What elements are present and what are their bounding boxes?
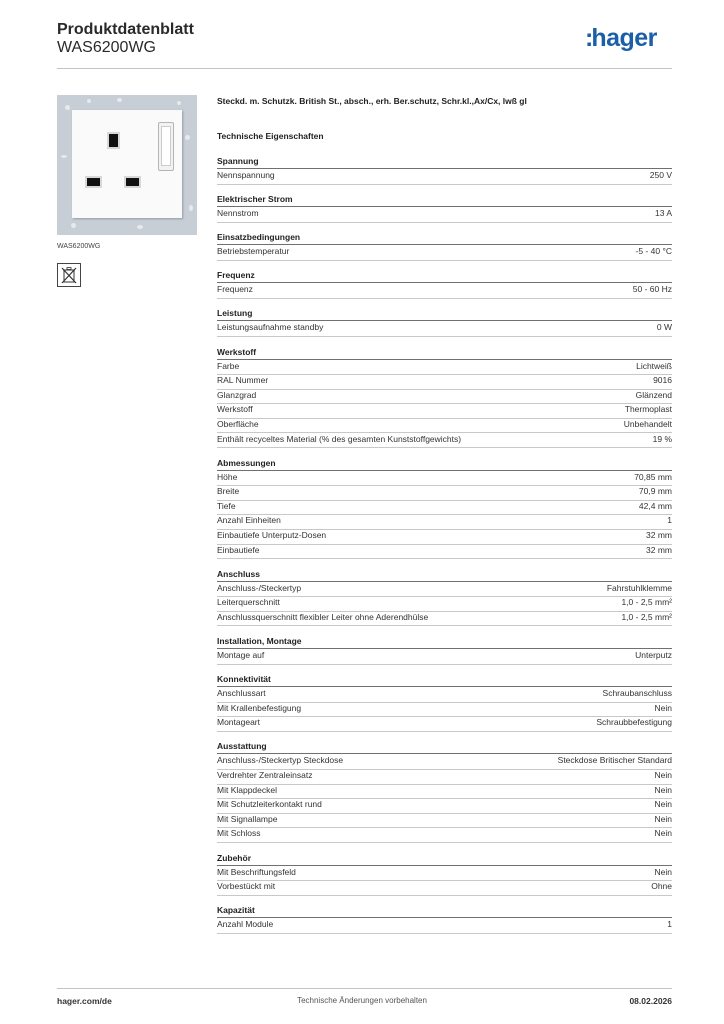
spec-value: Fahrstuhlklemme — [606, 582, 672, 593]
earth-slot — [107, 132, 120, 149]
spec-row — [217, 169, 672, 185]
spec-value: Nein — [654, 770, 672, 780]
spec-value: 13 A — [654, 208, 672, 219]
spec-value: 0 W — [656, 322, 672, 333]
product-description: Steckd. m. Schutzk. British St., absch., erh. Ber.schutz, Schr.kl.,Ax/Cx, lwß gl — [217, 96, 527, 106]
spec-label: Höhe — [217, 471, 238, 482]
spec-value: Unterputz — [635, 650, 672, 660]
spec-label: Einbautiefe Unterputz-Dosen — [217, 530, 327, 540]
spec-row — [217, 827, 672, 843]
spec-label: Anschlussquerschnitt flexibler Leiter ohne Aderendhülse — [217, 611, 429, 622]
spec-label: Verdrehter Zentraleinsatz — [217, 770, 313, 780]
spec-row — [217, 321, 672, 337]
spec-value: 1 — [667, 515, 672, 526]
spec-label: Betriebstemperatur — [217, 246, 290, 257]
logo-text: hager — [591, 24, 657, 52]
spec-value: 32 mm — [646, 530, 672, 540]
spec-label: Mit Schloss — [217, 828, 261, 839]
spec-value: Nein — [654, 702, 672, 713]
spec-label: Anschlussart — [217, 688, 266, 699]
spec-row — [217, 687, 672, 703]
spec-label: Glanzgrad — [217, 389, 257, 400]
no-disposal-icon — [57, 263, 81, 287]
page-title: Produktdatenblatt — [57, 21, 194, 38]
spec-value: Steckdose Britischer Standard — [557, 755, 672, 766]
socket-plate — [72, 110, 182, 218]
group-title: Ausstattung — [217, 741, 267, 752]
group-title: Zubehör — [217, 852, 251, 863]
spec-row — [217, 754, 672, 770]
spec-value: Nein — [654, 813, 672, 824]
spec-row — [217, 649, 672, 665]
spec-label: Mit Schutzleiterkontakt rund — [217, 799, 322, 810]
spec-value: 1 — [667, 919, 672, 930]
logo-prefix: : — [585, 24, 591, 52]
header-divider — [57, 68, 672, 69]
spec-value: 42,4 mm — [638, 500, 672, 511]
spec-row — [217, 514, 672, 530]
spec-row — [217, 702, 672, 718]
spec-value: Ohne — [651, 881, 672, 892]
spec-label: Nennspannung — [217, 170, 275, 180]
spec-value: Glänzend — [635, 389, 672, 400]
group-title: Kapazität — [217, 905, 255, 916]
spec-row — [217, 784, 672, 800]
spec-value: Lichtweiß — [636, 360, 672, 371]
spec-label: Werkstoff — [217, 404, 253, 415]
hager-logo — [585, 24, 657, 53]
spec-row — [217, 596, 672, 612]
spec-label: Mit Beschriftungsfeld — [217, 866, 296, 877]
group-title: Elektrischer Strom — [217, 194, 293, 205]
spec-row — [217, 245, 672, 261]
spec-value: 1,0 - 2,5 mm² — [621, 611, 672, 622]
spec-row — [217, 403, 672, 419]
spec-label: Montageart — [217, 717, 260, 728]
spec-label: Leiterquerschnitt — [217, 597, 280, 608]
spec-row — [217, 918, 672, 934]
spec-row — [217, 207, 672, 223]
spec-label: Farbe — [217, 360, 240, 371]
spec-row — [217, 283, 672, 299]
spec-value: Nein — [654, 828, 672, 839]
spec-value: Schraubanschluss — [602, 688, 672, 699]
footer-date: 08.02.2026 — [629, 996, 672, 1006]
group-title: Anschluss — [217, 568, 260, 579]
spec-row — [217, 389, 672, 405]
group-title: Frequenz — [217, 270, 255, 281]
footer-divider — [57, 988, 672, 989]
spec-label: Anschluss-/Steckertyp — [217, 582, 302, 593]
spec-label: Montage auf — [217, 650, 265, 660]
spec-row — [217, 716, 672, 732]
spec-label: Mit Signallampe — [217, 813, 278, 824]
spec-label: Enthält recyceltes Material (% des gesamten Kunststoffgewichts) — [217, 433, 462, 444]
spec-value: 32 mm — [646, 544, 672, 555]
spec-value: Schraubbefestigung — [596, 717, 672, 728]
group-title: Leistung — [217, 308, 253, 319]
spec-value: 70,85 mm — [634, 471, 672, 482]
neutral-slot — [85, 176, 102, 188]
spec-label: Tiefe — [217, 500, 236, 511]
group-title: Konnektivität — [217, 674, 271, 685]
spec-label: Anzahl Module — [217, 919, 274, 930]
spec-label: Anschluss-/Steckertyp Steckdose — [217, 755, 344, 766]
spec-value: Nein — [654, 866, 672, 877]
spec-row — [217, 798, 672, 814]
footer-notice: Technische Änderungen vorbehalten — [297, 996, 427, 1005]
spec-row — [217, 582, 672, 598]
spec-value: 9016 — [653, 375, 672, 386]
spec-row — [217, 529, 672, 545]
spec-value: Thermoplast — [624, 404, 672, 415]
group-title: Installation, Montage — [217, 636, 302, 646]
spec-label: Frequenz — [217, 284, 253, 295]
spec-value: Unbehandelt — [623, 418, 672, 429]
spec-row — [217, 471, 672, 487]
group-title: Einsatzbedingungen — [217, 232, 301, 243]
spec-row — [217, 880, 672, 896]
spec-value: 70,9 mm — [638, 486, 672, 497]
spec-value: 50 - 60 Hz — [632, 284, 672, 295]
product-image — [57, 95, 197, 235]
spec-row — [217, 500, 672, 516]
spec-label: Mit Krallenbefestigung — [217, 702, 302, 713]
spec-row — [217, 374, 672, 390]
spec-row — [217, 418, 672, 434]
live-slot — [124, 176, 141, 188]
spec-label: Mit Klappdeckel — [217, 784, 278, 795]
group-title: Abmessungen — [217, 457, 276, 468]
spec-value: 1,0 - 2,5 mm² — [621, 597, 672, 608]
spec-row — [217, 433, 672, 449]
spec-label: RAL Nummer — [217, 375, 269, 386]
group-title: Werkstoff — [217, 346, 257, 357]
rocker-switch — [158, 122, 174, 171]
section-title: Technische Eigenschaften — [217, 131, 324, 141]
spec-row — [217, 485, 672, 501]
product-number: WAS6200WG — [57, 39, 156, 56]
spec-label: Vorbestückt mit — [217, 881, 276, 892]
spec-value: Nein — [654, 784, 672, 795]
spec-label: Einbautiefe — [217, 544, 260, 555]
spec-value: -5 - 40 °C — [635, 246, 672, 257]
spec-label: Breite — [217, 486, 240, 497]
spec-value: 250 V — [649, 170, 672, 180]
spec-row — [217, 866, 672, 882]
spec-value: Nein — [654, 799, 672, 810]
footer-website-link[interactable]: hager.com/de — [57, 996, 112, 1006]
spec-label: Oberfläche — [217, 418, 259, 429]
spec-label: Leistungsaufnahme standby — [217, 322, 324, 333]
spec-row — [217, 544, 672, 560]
image-caption: WAS6200WG — [57, 243, 101, 250]
spec-value: 19 % — [652, 433, 672, 444]
group-title: Spannung — [217, 156, 259, 166]
spec-label: Nennstrom — [217, 208, 259, 219]
spec-row — [217, 611, 672, 627]
spec-row — [217, 813, 672, 829]
spec-row — [217, 769, 672, 785]
spec-row — [217, 360, 672, 376]
spec-label: Anzahl Einheiten — [217, 515, 281, 526]
